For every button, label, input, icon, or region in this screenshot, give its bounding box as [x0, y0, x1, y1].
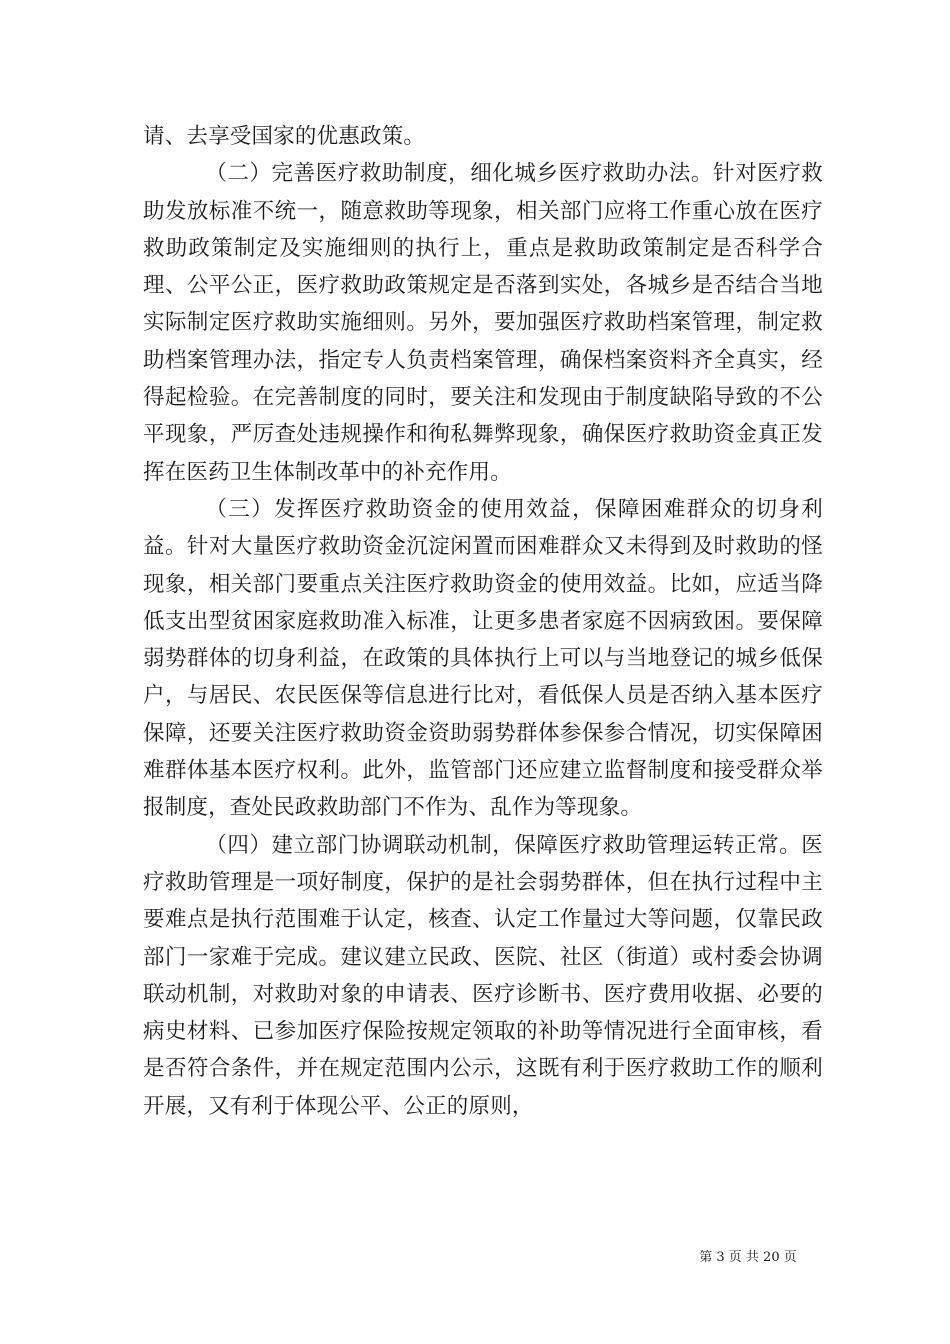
page-number: 第 3 页 共 20 页 — [699, 1250, 797, 1265]
document-body — [143, 118, 823, 1125]
paragraph-4: （四）建立部门协调联动机制，保障医疗救助管理运转正常。医疗救助管理是一项好制度，保护的是社会弱势群体，但在执行过程中主要难点是执行范围难于认定，核查、认定工作量过大等问题，仅靠民政部门一家难于完成。建议建立民政、医院、社区（街道）或村委会协调联动机制，对救助对象的申请表、医疗诊断书、医疗费用收据、必要的病史材料、已参加医疗保险按规定领取的补助等情况进行全面审核，看是否符合条件，并在规定范围内公示，这既有利于医疗救助工作的顺利开展，又有利于体现公平、公正的原则， — [143, 832, 823, 1119]
paragraph-2: （二）完善医疗救助制度，细化城乡医疗救助办法。针对医疗救助发放标准不统一，随意救助等现象，相关部门应将工作重心放在医疗救助政策制定及实施细则的执行上，重点是救助政策制定是否科学合理、公平公正，医疗救助政策规定是否落到实处，各城乡是否结合当地实际制定医疗救助实施细则。另外，要加强医疗救助档案管理，制定救助档案管理办法，指定专人负责档案管理，确保档案资料齐全真实，经得起检验。在完善制度的同时，要关注和发现由于制度缺陷导致的不公平现象，严厉查处违规操作和徇私舞弊现象，确保医疗救助资金真正发挥在医药卫生体制改革中的补充作用。 — [143, 161, 823, 485]
paragraph-3: （三）发挥医疗救助资金的使用效益，保障困难群众的切身利益。针对大量医疗救助资金沉淀闲置而困难群众又未得到及时救助的怪现象，相关部门要重点关注医疗救助资金的使用效益。比如，应适当降低支出型贫困家庭救助准入标准，让更多患者家庭不因病致困。要保障弱势群体的切身利益，在政策的具体执行上可以与当地登记的城乡低保户，与居民、农民医保等信息进行比对，看低保人员是否纳入基本医疗保障，还要关注医疗救助资金资助弱势群体参保参合情况，切实保障困难群体基本医疗权利。此外，监管部门还应建立监督制度和接受群众举报制度，查处民政救助部门不作为、乱作为等现象。 — [143, 496, 823, 821]
page-footer — [0, 1249, 950, 1267]
paragraph-1: 请、去享受国家的优惠政策。 — [143, 124, 426, 149]
